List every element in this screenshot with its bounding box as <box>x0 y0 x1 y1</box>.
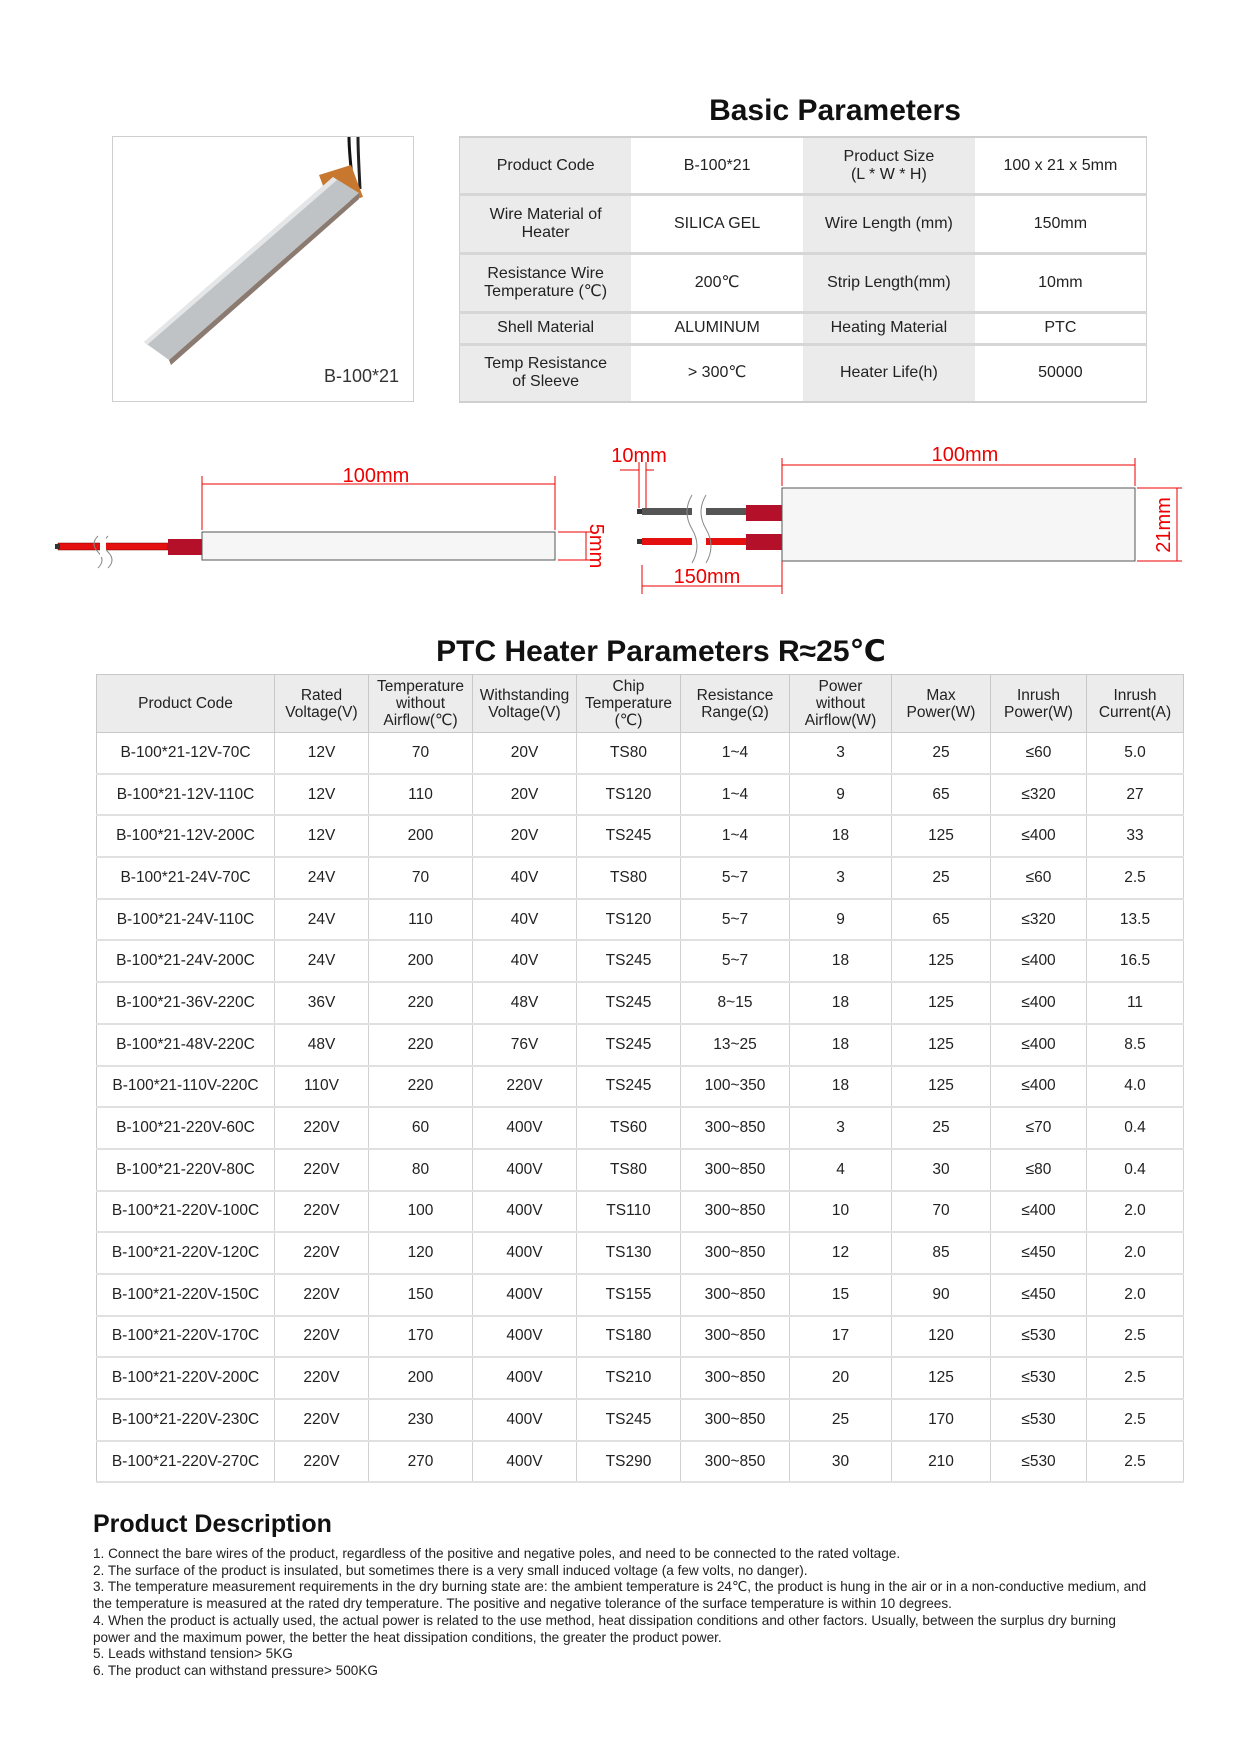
table-cell: 0.4 <box>1087 1107 1184 1149</box>
table-cell: ≤60 <box>991 733 1087 774</box>
table-cell: 400V <box>473 1107 577 1149</box>
table-cell: ≤530 <box>991 1399 1087 1441</box>
product-image <box>112 136 414 402</box>
parameter-name: Wire Length (mm) <box>803 195 975 254</box>
table-cell: 300~850 <box>681 1232 790 1274</box>
table-cell: 13.5 <box>1087 899 1184 941</box>
table-cell: ≤400 <box>991 982 1087 1024</box>
column-header: Max Power(W) <box>892 675 991 733</box>
table-cell: 300~850 <box>681 1191 790 1233</box>
side-thickness-label: 5mm <box>585 523 607 569</box>
table-cell: 220V <box>275 1149 369 1191</box>
table-cell: 170 <box>369 1316 473 1358</box>
table-header-row <box>97 675 1184 733</box>
table-cell: 90 <box>892 1274 991 1316</box>
table-row <box>97 982 1184 1024</box>
product-image-label: B-100*21 <box>323 366 399 386</box>
table-cell: 2.0 <box>1087 1191 1184 1233</box>
table-cell: 110 <box>369 899 473 941</box>
table-cell: TS245 <box>577 940 681 982</box>
table-cell: TS155 <box>577 1274 681 1316</box>
table-cell: 80 <box>369 1149 473 1191</box>
table-cell: 5~7 <box>681 940 790 982</box>
table-cell: 9 <box>790 774 892 816</box>
table-cell: 18 <box>790 982 892 1024</box>
wire-length-label: 150mm <box>673 566 741 588</box>
basic-parameters-title: Basic Parameters <box>709 94 961 127</box>
table-cell: 170 <box>892 1399 991 1441</box>
table-cell: 230 <box>369 1399 473 1441</box>
table-cell: 60 <box>369 1107 473 1149</box>
parameter-value: 150mm <box>975 195 1147 254</box>
table-cell: 200 <box>369 1357 473 1399</box>
table-cell: ≤450 <box>991 1232 1087 1274</box>
table-row <box>97 1024 1184 1066</box>
table-cell: TS120 <box>577 774 681 816</box>
table-cell: 27 <box>1087 774 1184 816</box>
basic-parameter-row <box>460 344 1147 402</box>
table-cell: 125 <box>892 815 991 857</box>
table-cell: B-100*21-24V-110C <box>97 899 275 941</box>
table-cell: 110V <box>275 1066 369 1108</box>
table-cell: 400V <box>473 1191 577 1233</box>
table-cell: B-100*21-220V-120C <box>97 1232 275 1274</box>
table-cell: TS120 <box>577 899 681 941</box>
parameter-value: 10mm <box>975 254 1147 313</box>
side-view <box>55 465 607 568</box>
table-cell: 300~850 <box>681 1316 790 1358</box>
table-cell: 24V <box>275 857 369 899</box>
table-cell: TS245 <box>577 815 681 857</box>
table-row <box>97 1107 1184 1149</box>
description-item: 1. Connect the bare wires of the product, regardless of the positive and negative poles, and need to be connected to the rated voltage. <box>93 1546 901 1561</box>
table-cell: 400V <box>473 1316 577 1358</box>
parameter-name: Product Code <box>460 137 632 195</box>
description-item: 5. Leads withstand tension> 5KG <box>93 1646 293 1662</box>
description-item: 2. The surface of the product is insulated, but sometimes there is a very small induced voltage (a few volts, no danger). <box>93 1562 808 1578</box>
table-cell: 18 <box>790 1066 892 1108</box>
top-view <box>611 444 1182 594</box>
table-cell: 220V <box>275 1316 369 1358</box>
table-cell: 25 <box>790 1399 892 1441</box>
description-item: 4. When the product is actually used, the actual power is related to the use method, heat dissipation conditions and other factors. Usually, between the surplus dry burning power and the maximum power, the better the heat dissipation conditions, the greater the product power. <box>93 1612 1116 1645</box>
description-item: 6. The product can withstand pressure> 500KG <box>93 1662 379 1678</box>
column-header: Inrush Power(W) <box>991 675 1087 733</box>
table-cell: B-100*21-110V-220C <box>97 1066 275 1108</box>
table-cell: 2.5 <box>1087 857 1184 899</box>
table-row <box>97 1441 1184 1483</box>
table-cell: 65 <box>892 774 991 816</box>
table-cell: ≤530 <box>991 1441 1087 1483</box>
table-cell: 24V <box>275 940 369 982</box>
top-width-label: 21mm <box>1153 497 1175 553</box>
table-cell: 12V <box>275 815 369 857</box>
table-cell: ≤80 <box>991 1149 1087 1191</box>
column-header: Withstanding Voltage(V) <box>473 675 577 733</box>
product-description-title: Product Description <box>93 1510 332 1538</box>
table-cell: 70 <box>369 857 473 899</box>
parameter-value: 200℃ <box>631 254 803 313</box>
parameter-name: Heating Material <box>803 312 975 344</box>
column-header: Temperature without Airflow(℃) <box>369 675 473 733</box>
table-cell: 220 <box>369 1024 473 1066</box>
table-cell: 24V <box>275 899 369 941</box>
table-cell: 5.0 <box>1087 733 1184 774</box>
table-cell: 5~7 <box>681 857 790 899</box>
table-cell: ≤530 <box>991 1316 1087 1358</box>
parameter-value: 100 x 21 x 5mm <box>975 137 1147 195</box>
table-row <box>97 1191 1184 1233</box>
table-cell: 48V <box>473 982 577 1024</box>
column-header: Rated Voltage(V) <box>275 675 369 733</box>
table-row <box>97 1316 1184 1358</box>
table-row <box>97 1399 1184 1441</box>
parameter-value: > 300℃ <box>631 344 803 402</box>
table-cell: 300~850 <box>681 1399 790 1441</box>
table-cell: 1~4 <box>681 815 790 857</box>
table-cell: B-100*21-220V-80C <box>97 1149 275 1191</box>
table-cell: 30 <box>790 1441 892 1483</box>
description-item: 3. The temperature measurement requirements in the dry burning state are: the ambient temperature is 24℃, the product is hung in the air or in a non-conductive medium, and the temperature is measured at the rated dry temperature. The positive and negative tolerance of the surface temperature is within 10 degrees. <box>93 1579 1147 1612</box>
parameter-value: SILICA GEL <box>631 195 803 254</box>
table-cell: 15 <box>790 1274 892 1316</box>
table-cell: 40V <box>473 899 577 941</box>
table-cell: 20V <box>473 774 577 816</box>
table-cell: 12V <box>275 733 369 774</box>
table-cell: 36V <box>275 982 369 1024</box>
table-cell: ≤320 <box>991 899 1087 941</box>
side-length-label: 100mm <box>342 465 410 487</box>
table-row <box>97 1274 1184 1316</box>
table-row <box>97 857 1184 899</box>
table-cell: TS245 <box>577 982 681 1024</box>
table-cell: 100 <box>369 1191 473 1233</box>
table-cell: TS130 <box>577 1232 681 1274</box>
table-cell: 30 <box>892 1149 991 1191</box>
parameter-name: Resistance Wire Temperature (℃) <box>460 254 632 313</box>
column-header: Inrush Current(A) <box>1087 675 1184 733</box>
table-cell: 300~850 <box>681 1274 790 1316</box>
table-cell: 150 <box>369 1274 473 1316</box>
table-cell: 1~4 <box>681 774 790 816</box>
strip-length-label: 10mm <box>611 445 667 467</box>
table-cell: ≤530 <box>991 1357 1087 1399</box>
table-cell: 48V <box>275 1024 369 1066</box>
table-cell: 33 <box>1087 815 1184 857</box>
table-cell: 4.0 <box>1087 1066 1184 1108</box>
table-cell: 25 <box>892 1107 991 1149</box>
table-cell: 220V <box>275 1191 369 1233</box>
parameter-value: ALUMINUM <box>631 312 803 344</box>
parameter-name: Temp Resistance of Sleeve <box>460 344 632 402</box>
table-cell: TS245 <box>577 1066 681 1108</box>
table-cell: ≤400 <box>991 815 1087 857</box>
table-cell: 300~850 <box>681 1149 790 1191</box>
table-cell: 8~15 <box>681 982 790 1024</box>
table-cell: 110 <box>369 774 473 816</box>
table-cell: 4 <box>790 1149 892 1191</box>
table-cell: 220V <box>275 1107 369 1149</box>
table-row <box>97 1232 1184 1274</box>
table-cell: 200 <box>369 815 473 857</box>
table-cell: 65 <box>892 899 991 941</box>
table-row <box>97 774 1184 816</box>
table-cell: ≤400 <box>991 940 1087 982</box>
table-cell: TS80 <box>577 857 681 899</box>
table-cell: 20V <box>473 815 577 857</box>
table-cell: 220V <box>275 1274 369 1316</box>
table-cell: 300~850 <box>681 1441 790 1483</box>
table-cell: 400V <box>473 1232 577 1274</box>
table-cell: 2.5 <box>1087 1399 1184 1441</box>
parameter-name: Shell Material <box>460 312 632 344</box>
table-cell: 18 <box>790 815 892 857</box>
table-cell: 18 <box>790 1024 892 1066</box>
table-cell: 70 <box>892 1191 991 1233</box>
parameter-name: Product Size (L * W * H) <box>803 137 975 195</box>
table-row <box>97 1357 1184 1399</box>
parameter-name: Heater Life(h) <box>803 344 975 402</box>
table-cell: TS210 <box>577 1357 681 1399</box>
ptc-parameters-title: PTC Heater Parameters R≈25℃ <box>436 635 886 668</box>
table-row <box>97 1149 1184 1191</box>
table-cell: 400V <box>473 1441 577 1483</box>
basic-parameter-row <box>460 312 1147 344</box>
table-cell: 17 <box>790 1316 892 1358</box>
table-cell: 220V <box>275 1399 369 1441</box>
table-cell: TS80 <box>577 733 681 774</box>
table-cell: ≤400 <box>991 1066 1087 1108</box>
table-cell: 220V <box>473 1066 577 1108</box>
table-cell: B-100*21-220V-230C <box>97 1399 275 1441</box>
table-cell: 210 <box>892 1441 991 1483</box>
table-cell: 2.5 <box>1087 1316 1184 1358</box>
table-row <box>97 940 1184 982</box>
table-cell: ≤60 <box>991 857 1087 899</box>
dimension-diagram <box>0 430 1240 600</box>
table-cell: 125 <box>892 1357 991 1399</box>
table-cell: 8.5 <box>1087 1024 1184 1066</box>
table-cell: 400V <box>473 1274 577 1316</box>
table-cell: 400V <box>473 1357 577 1399</box>
table-cell: 2.0 <box>1087 1274 1184 1316</box>
table-cell: 20 <box>790 1357 892 1399</box>
table-cell: 3 <box>790 1107 892 1149</box>
table-cell: B-100*21-48V-220C <box>97 1024 275 1066</box>
table-cell: 11 <box>1087 982 1184 1024</box>
table-cell: B-100*21-24V-200C <box>97 940 275 982</box>
table-cell: TS245 <box>577 1399 681 1441</box>
table-cell: 20V <box>473 733 577 774</box>
parameter-value: 50000 <box>975 344 1147 402</box>
column-header: Chip Temperature (℃) <box>577 675 681 733</box>
table-row <box>97 733 1184 774</box>
parameter-name: Wire Material of Heater <box>460 195 632 254</box>
table-cell: TS110 <box>577 1191 681 1233</box>
table-cell: 10 <box>790 1191 892 1233</box>
table-cell: 220 <box>369 1066 473 1108</box>
table-cell: B-100*21-220V-150C <box>97 1274 275 1316</box>
table-cell: 18 <box>790 940 892 982</box>
basic-parameter-row <box>460 195 1147 254</box>
table-cell: 40V <box>473 857 577 899</box>
ptc-heater-illustration <box>113 137 415 403</box>
table-cell: 220V <box>275 1232 369 1274</box>
column-header: Product Code <box>97 675 275 733</box>
table-cell: 2.0 <box>1087 1232 1184 1274</box>
table-cell: TS290 <box>577 1441 681 1483</box>
table-cell: 400V <box>473 1149 577 1191</box>
table-cell: 0.4 <box>1087 1149 1184 1191</box>
table-cell: 270 <box>369 1441 473 1483</box>
table-cell: B-100*21-220V-270C <box>97 1441 275 1483</box>
table-cell: 25 <box>892 733 991 774</box>
table-cell: 3 <box>790 857 892 899</box>
table-cell: ≤70 <box>991 1107 1087 1149</box>
table-cell: 12 <box>790 1232 892 1274</box>
table-cell: 76V <box>473 1024 577 1066</box>
table-cell: 2.5 <box>1087 1441 1184 1483</box>
table-cell: TS60 <box>577 1107 681 1149</box>
table-cell: B-100*21-220V-170C <box>97 1316 275 1358</box>
table-cell: 5~7 <box>681 899 790 941</box>
table-cell: 9 <box>790 899 892 941</box>
table-cell: B-100*21-220V-60C <box>97 1107 275 1149</box>
parameter-value: PTC <box>975 312 1147 344</box>
table-cell: ≤400 <box>991 1024 1087 1066</box>
table-cell: 100~350 <box>681 1066 790 1108</box>
parameter-name: Strip Length(mm) <box>803 254 975 313</box>
parameter-value: B-100*21 <box>631 137 803 195</box>
table-row <box>97 1066 1184 1108</box>
table-cell: 12V <box>275 774 369 816</box>
table-row <box>97 815 1184 857</box>
table-cell: 40V <box>473 940 577 982</box>
table-cell: 220V <box>275 1357 369 1399</box>
table-cell: 400V <box>473 1399 577 1441</box>
table-cell: TS245 <box>577 1024 681 1066</box>
table-cell: 300~850 <box>681 1107 790 1149</box>
column-header: Power without Airflow(W) <box>790 675 892 733</box>
product-description-list <box>93 1546 1153 1680</box>
ptc-parameters-table <box>96 674 1184 1483</box>
table-cell: 1~4 <box>681 733 790 774</box>
table-cell: ≤320 <box>991 774 1087 816</box>
table-cell: 85 <box>892 1232 991 1274</box>
table-cell: 125 <box>892 940 991 982</box>
table-cell: 300~850 <box>681 1357 790 1399</box>
table-cell: 2.5 <box>1087 1357 1184 1399</box>
table-cell: B-100*21-12V-70C <box>97 733 275 774</box>
table-cell: ≤400 <box>991 1191 1087 1233</box>
table-cell: 120 <box>892 1316 991 1358</box>
table-cell: B-100*21-24V-70C <box>97 857 275 899</box>
column-header: Resistance Range(Ω) <box>681 675 790 733</box>
basic-parameter-row <box>460 137 1147 195</box>
table-cell: 220V <box>275 1441 369 1483</box>
table-cell: 125 <box>892 1066 991 1108</box>
table-cell: 200 <box>369 940 473 982</box>
table-cell: 125 <box>892 1024 991 1066</box>
basic-parameter-row <box>460 254 1147 313</box>
table-cell: B-100*21-12V-200C <box>97 815 275 857</box>
table-cell: B-100*21-220V-100C <box>97 1191 275 1233</box>
table-cell: 13~25 <box>681 1024 790 1066</box>
table-cell: 120 <box>369 1232 473 1274</box>
top-length-label: 100mm <box>931 444 999 466</box>
table-row <box>97 899 1184 941</box>
table-cell: 70 <box>369 733 473 774</box>
table-cell: 16.5 <box>1087 940 1184 982</box>
table-cell: B-100*21-12V-110C <box>97 774 275 816</box>
table-cell: TS80 <box>577 1149 681 1191</box>
table-cell: 125 <box>892 982 991 1024</box>
table-cell: B-100*21-36V-220C <box>97 982 275 1024</box>
table-cell: ≤450 <box>991 1274 1087 1316</box>
table-cell: 220 <box>369 982 473 1024</box>
table-cell: B-100*21-220V-200C <box>97 1357 275 1399</box>
basic-parameters-table <box>459 136 1147 403</box>
table-cell: 3 <box>790 733 892 774</box>
table-cell: 25 <box>892 857 991 899</box>
table-cell: TS180 <box>577 1316 681 1358</box>
